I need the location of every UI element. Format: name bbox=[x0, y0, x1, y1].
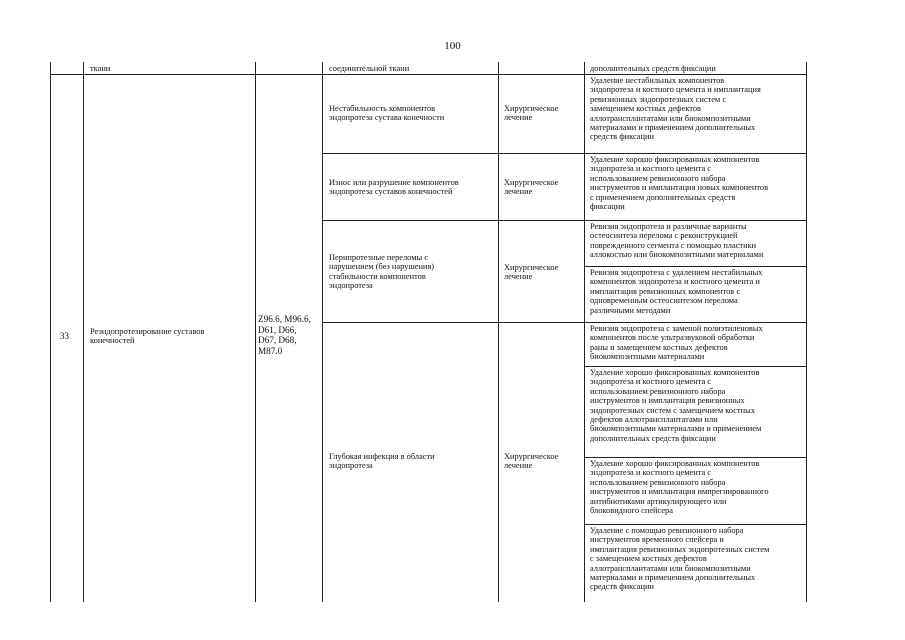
row-number: 33 bbox=[60, 331, 69, 341]
column-divider bbox=[498, 62, 499, 602]
name-continuation: ткани bbox=[90, 64, 111, 73]
disease-cell: Износ или разрушение компонентов эндопротеза суставов конечностей bbox=[329, 178, 459, 197]
column-divider bbox=[584, 62, 585, 602]
group-divider bbox=[322, 153, 806, 154]
page-number: 100 bbox=[444, 40, 461, 52]
method-continuation: дополнительных средств фиксации bbox=[590, 64, 716, 73]
method-divider bbox=[584, 266, 806, 267]
method-divider bbox=[584, 524, 806, 525]
method-cell: Удаление нестабильных компонентов эндопротеза и костного цемента и имплантация ревизионных эндопротезных систем с замещением костных дефектов аллотрансплантатами или биокомпозитными материалами и применением дополнительных средств фиксации bbox=[590, 76, 761, 142]
method-divider bbox=[584, 457, 806, 458]
group-divider bbox=[322, 322, 806, 323]
disease-cell: Перипротезные переломы с нарушением (без нарушения) стабильности компонентов эндопротеза bbox=[329, 253, 435, 291]
method-divider bbox=[584, 366, 806, 367]
table-border-left bbox=[50, 62, 51, 602]
icd-codes: Z96.6, M96.6, D61, D66, D67, D68, M87.0 bbox=[258, 314, 311, 356]
method-cell: Удаление хорошо фиксированных компонентов эндопротеза и костного цемента с использованием ревизионного набора инструментов и имплантация новых компонентов с применением дополнительных средств фиксации bbox=[590, 155, 769, 212]
method-cell: Ревизия эндопротеза с удалением нестабильных компонентов эндопротеза и костного цемента и имплантация ревизионных компонентов с одновременным остеосинтезом перелома различными методами bbox=[590, 268, 763, 315]
medical-procedures-table bbox=[50, 62, 806, 602]
row-divider bbox=[50, 74, 806, 75]
method-cell: Ревизия эндопротеза и различные варианты остеосинтеза перелома с реконструкцией поврежденного сегмента с помощью пластики аллокостью или биокомпозитными материалами bbox=[590, 222, 764, 260]
table-border-right bbox=[806, 62, 807, 602]
treatment-cell: Хирургическое лечение bbox=[504, 452, 559, 471]
column-divider bbox=[255, 62, 256, 602]
method-cell: Удаление хорошо фиксированных компонентов эндопротеза и костного цемента с использованием ревизионного набора инструментов и имплантация ревизионных эндопротезных систем с замещением костных дефектов аллотрансплантатами или биокомпозитными материалами и применением дополнительных средств фиксации bbox=[590, 368, 762, 443]
column-divider bbox=[322, 62, 323, 602]
treatment-cell: Хирургическое лечение bbox=[504, 104, 559, 123]
disease-continuation: соединительной ткани bbox=[329, 64, 410, 73]
column-divider bbox=[83, 62, 84, 602]
disease-cell: Глубокая инфекция в области эндопротеза bbox=[329, 452, 435, 471]
method-cell: Ревизия эндопротеза с заменой полиэтиленовых компонентов после ультразвуковой обработки раны и замещением костных дефектов биокомпозитными материалами bbox=[590, 324, 763, 362]
group-divider bbox=[322, 220, 806, 221]
procedure-name: Реэндопротезирование суставов конечностей bbox=[90, 327, 205, 346]
treatment-cell: Хирургическое лечение bbox=[504, 178, 559, 197]
disease-cell: Нестабильность компонентов эндопротеза сустава конечности bbox=[329, 104, 445, 123]
method-cell: Удаление хорошо фиксированных компонентов эндопротеза и костного цемента с использованием ревизионного набора инструментов и имплантация импрегнированного антибиотиками артикулирующего или блоковидного спейсера bbox=[590, 459, 769, 516]
method-cell: Удаление с помощью ревизионного набора инструментов временного спейсера и имплантация ревизионных эндопротезных систем с замещением костных дефектов аллотрансплантатами или биокомпозитными материалами и применением дополнительных средств фиксации bbox=[590, 526, 770, 592]
treatment-cell: Хирургическое лечение bbox=[504, 263, 559, 282]
